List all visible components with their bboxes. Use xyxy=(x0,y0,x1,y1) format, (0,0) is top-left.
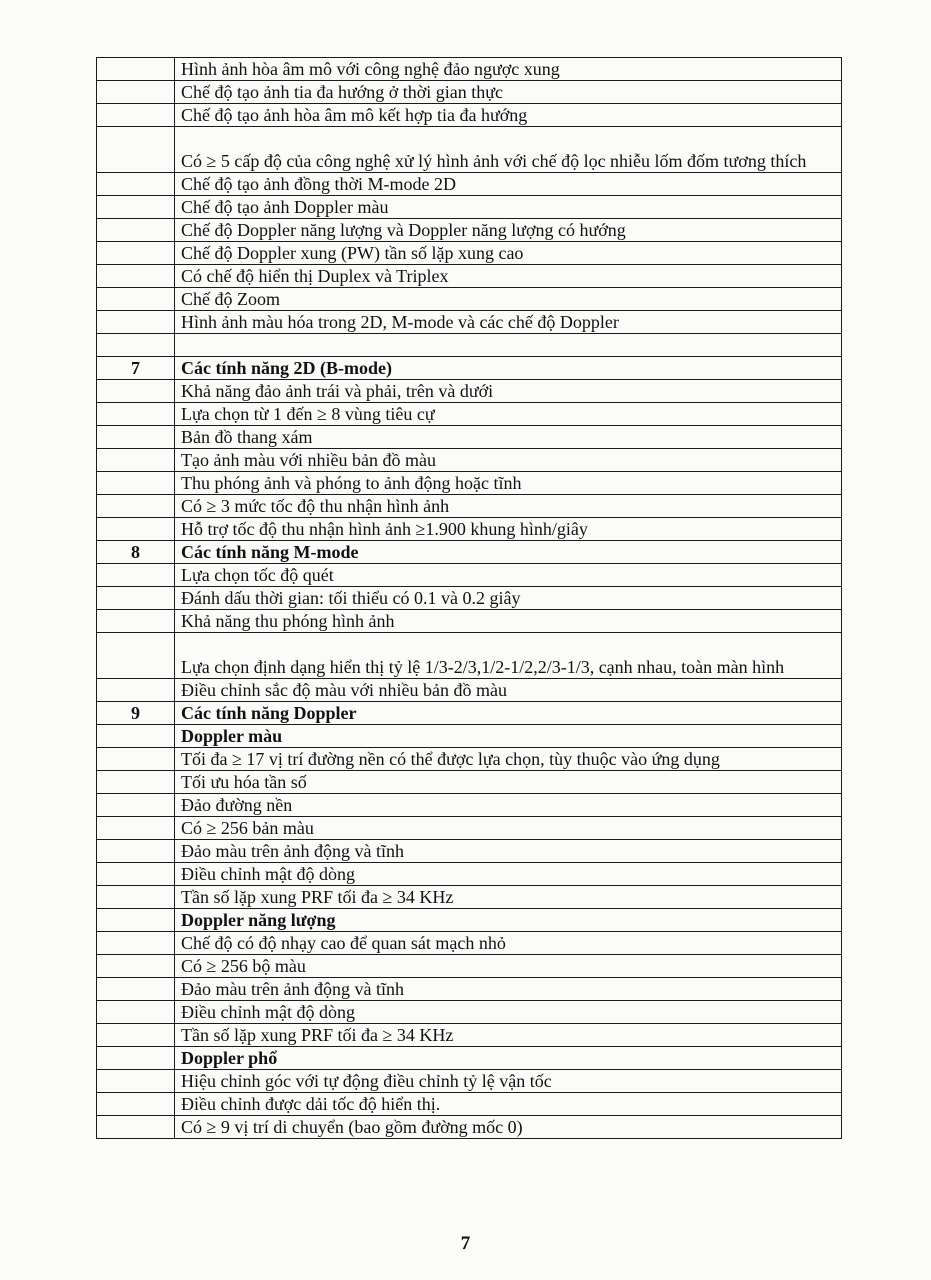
feature-cell: Đảo màu trên ảnh động và tĩnh xyxy=(175,840,842,863)
feature-cell: Lựa chọn từ 1 đến ≥ 8 vùng tiêu cự xyxy=(175,403,842,426)
feature-cell: Tối đa ≥ 17 vị trí đường nền có thể được lựa chọn, tùy thuộc vào ứng dụng xyxy=(175,748,842,771)
feature-cell: Chế độ tạo ảnh hòa âm mô kết hợp tia đa hướng xyxy=(175,104,842,127)
row-number-cell xyxy=(97,955,175,978)
feature-cell: Có ≥ 256 bản màu xyxy=(175,817,842,840)
table-row xyxy=(97,334,842,357)
table-row xyxy=(97,840,842,863)
row-number-cell xyxy=(97,334,175,357)
row-number-cell xyxy=(97,219,175,242)
table-row xyxy=(97,1001,842,1024)
table-row xyxy=(97,219,842,242)
row-number-cell xyxy=(97,564,175,587)
row-number-cell xyxy=(97,817,175,840)
row-number-cell xyxy=(97,426,175,449)
table-row xyxy=(97,725,842,748)
feature-cell: Chế độ có độ nhạy cao để quan sát mạch nhỏ xyxy=(175,932,842,955)
table-row xyxy=(97,127,842,173)
row-number-cell xyxy=(97,725,175,748)
feature-cell: Đảo đường nền xyxy=(175,794,842,817)
table-row xyxy=(97,817,842,840)
table-row xyxy=(97,978,842,1001)
table-row xyxy=(97,541,842,564)
table-row xyxy=(97,932,842,955)
row-number-cell: 8 xyxy=(97,541,175,564)
specification-table-body xyxy=(97,58,842,1139)
row-number-cell xyxy=(97,610,175,633)
feature-cell: Tối ưu hóa tần số xyxy=(175,771,842,794)
feature-cell: Có ≥ 3 mức tốc độ thu nhận hình ảnh xyxy=(175,495,842,518)
table-row xyxy=(97,472,842,495)
row-number-cell xyxy=(97,403,175,426)
feature-cell: Điều chỉnh được dải tốc độ hiển thị. xyxy=(175,1093,842,1116)
section-heading-cell: Doppler màu xyxy=(175,725,842,748)
table-row xyxy=(97,518,842,541)
specification-table xyxy=(96,57,842,1139)
row-number-cell xyxy=(97,748,175,771)
row-number-cell xyxy=(97,1024,175,1047)
row-number-cell xyxy=(97,311,175,334)
row-number-cell xyxy=(97,1093,175,1116)
feature-cell: Điều chỉnh sắc độ màu với nhiều bản đồ màu xyxy=(175,679,842,702)
feature-cell: Tần số lặp xung PRF tối đa ≥ 34 KHz xyxy=(175,1024,842,1047)
feature-cell: Có ≥ 9 vị trí di chuyển (bao gồm đường mốc 0) xyxy=(175,1116,842,1139)
feature-cell: Lựa chọn tốc độ quét xyxy=(175,564,842,587)
table-row xyxy=(97,1093,842,1116)
table-row xyxy=(97,1070,842,1093)
row-number-cell xyxy=(97,587,175,610)
feature-cell: Có ≥ 256 bộ màu xyxy=(175,955,842,978)
row-number-cell xyxy=(97,196,175,219)
table-row xyxy=(97,311,842,334)
feature-cell: Thu phóng ảnh và phóng to ảnh động hoặc tĩnh xyxy=(175,472,842,495)
section-heading-cell: Doppler năng lượng xyxy=(175,909,842,932)
row-number-cell xyxy=(97,1047,175,1070)
table-row xyxy=(97,449,842,472)
row-number-cell xyxy=(97,81,175,104)
row-number-cell xyxy=(97,863,175,886)
feature-cell: Đảo màu trên ảnh động và tĩnh xyxy=(175,978,842,1001)
row-number-cell xyxy=(97,909,175,932)
table-row xyxy=(97,196,842,219)
row-number-cell xyxy=(97,679,175,702)
feature-cell: Có ≥ 5 cấp độ của công nghệ xử lý hình ảnh với chế độ lọc nhiễu lốm đốm tương thích xyxy=(175,127,842,173)
feature-cell: Hình ảnh hòa âm mô với công nghệ đảo ngược xung xyxy=(175,58,842,81)
row-number-cell xyxy=(97,978,175,1001)
feature-cell: Khả năng đảo ảnh trái và phải, trên và dưới xyxy=(175,380,842,403)
table-row xyxy=(97,426,842,449)
row-number-cell xyxy=(97,472,175,495)
row-number-cell xyxy=(97,104,175,127)
feature-cell: Lựa chọn định dạng hiển thị tỷ lệ 1/3-2/3,1/2-1/2,2/3-1/3, cạnh nhau, toàn màn hình xyxy=(175,633,842,679)
row-number-cell xyxy=(97,242,175,265)
feature-cell: Khả năng thu phóng hình ảnh xyxy=(175,610,842,633)
table-row xyxy=(97,403,842,426)
feature-cell: Điều chỉnh mật độ dòng xyxy=(175,863,842,886)
table-row xyxy=(97,104,842,127)
table-row xyxy=(97,1116,842,1139)
feature-cell: Chế độ Doppler năng lượng và Doppler năng lượng có hướng xyxy=(175,219,842,242)
row-number-cell xyxy=(97,380,175,403)
table-row xyxy=(97,564,842,587)
table-row xyxy=(97,909,842,932)
table-row xyxy=(97,173,842,196)
table-row xyxy=(97,863,842,886)
table-row xyxy=(97,794,842,817)
feature-cell: Hỗ trợ tốc độ thu nhận hình ảnh ≥1.900 khung hình/giây xyxy=(175,518,842,541)
row-number-cell xyxy=(97,771,175,794)
feature-cell: Hiệu chỉnh góc với tự động điều chỉnh tỷ lệ vận tốc xyxy=(175,1070,842,1093)
row-number-cell xyxy=(97,173,175,196)
table-row xyxy=(97,265,842,288)
row-number-cell xyxy=(97,886,175,909)
page-number: 7 xyxy=(460,1233,471,1254)
table-row xyxy=(97,357,842,380)
row-number-cell xyxy=(97,794,175,817)
table-row xyxy=(97,81,842,104)
table-row xyxy=(97,771,842,794)
feature-cell: Chế độ Zoom xyxy=(175,288,842,311)
feature-cell: Tần số lặp xung PRF tối đa ≥ 34 KHz xyxy=(175,886,842,909)
table-row xyxy=(97,1024,842,1047)
section-heading-cell: Các tính năng 2D (B-mode) xyxy=(175,357,842,380)
feature-cell: Chế độ tạo ảnh đồng thời M-mode 2D xyxy=(175,173,842,196)
table-row xyxy=(97,886,842,909)
section-heading-cell: Doppler phổ xyxy=(175,1047,842,1070)
feature-cell: Đánh dấu thời gian: tối thiểu có 0.1 và 0.2 giây xyxy=(175,587,842,610)
section-heading-cell: Các tính năng Doppler xyxy=(175,702,842,725)
row-number-cell xyxy=(97,518,175,541)
feature-cell: Tạo ảnh màu với nhiều bản đồ màu xyxy=(175,449,842,472)
feature-cell: Chế độ tạo ảnh Doppler màu xyxy=(175,196,842,219)
feature-cell xyxy=(175,334,842,357)
feature-cell: Điều chỉnh mật độ dòng xyxy=(175,1001,842,1024)
row-number-cell xyxy=(97,265,175,288)
row-number-cell xyxy=(97,288,175,311)
row-number-cell xyxy=(97,932,175,955)
table-row xyxy=(97,380,842,403)
row-number-cell xyxy=(97,633,175,679)
row-number-cell xyxy=(97,840,175,863)
table-row xyxy=(97,955,842,978)
row-number-cell xyxy=(97,495,175,518)
feature-cell: Bản đồ thang xám xyxy=(175,426,842,449)
table-row xyxy=(97,1047,842,1070)
table-row xyxy=(97,633,842,679)
feature-cell: Chế độ tạo ảnh tia đa hướng ở thời gian thực xyxy=(175,81,842,104)
row-number-cell xyxy=(97,449,175,472)
row-number-cell xyxy=(97,1116,175,1139)
table-row xyxy=(97,495,842,518)
row-number-cell: 9 xyxy=(97,702,175,725)
table-row xyxy=(97,679,842,702)
row-number-cell xyxy=(97,1001,175,1024)
table-row xyxy=(97,748,842,771)
table-row xyxy=(97,58,842,81)
feature-cell: Có chế độ hiển thị Duplex và Triplex xyxy=(175,265,842,288)
feature-cell: Hình ảnh màu hóa trong 2D, M-mode và các chế độ Doppler xyxy=(175,311,842,334)
row-number-cell xyxy=(97,58,175,81)
row-number-cell xyxy=(97,127,175,173)
table-row xyxy=(97,288,842,311)
table-row xyxy=(97,587,842,610)
table-row xyxy=(97,702,842,725)
row-number-cell: 7 xyxy=(97,357,175,380)
table-row xyxy=(97,242,842,265)
section-heading-cell: Các tính năng M-mode xyxy=(175,541,842,564)
feature-cell: Chế độ Doppler xung (PW) tần số lặp xung cao xyxy=(175,242,842,265)
table-row xyxy=(97,610,842,633)
row-number-cell xyxy=(97,1070,175,1093)
